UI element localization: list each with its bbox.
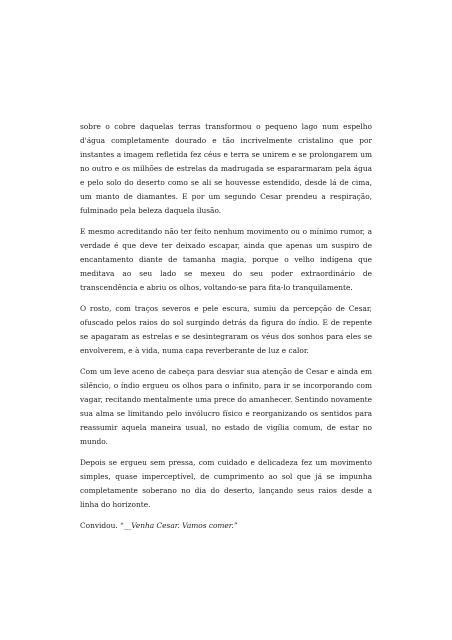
paragraph-1: sobre o cobre daquelas terras transformou o pequeno lago num espelho d'água completamente dourado e tão incrivelmente cristalino que por instantes a imagem refletida fez céus e terra se unirem e se prolongarem um no outro e os milhões de estrelas da madrugada se espararmaram pela água e pelo solo do deserto como se ali se houvesse estendido, desde lá de cima, um manto de diamantes. E por um segundo Cesar prendeu a respiração, fulminado pela beleza daquela ilusão.	[80, 122, 372, 215]
paragraph-2: E mesmo acreditando não ter feito nenhum movimento ou o mínimo rumor, a verdade é que deve ter deixado escapar, ainda que apenas um suspiro de encantamento diante de tamanha magia, porque o velho indígena que meditava ao seu lado se mexeu do seu poder extraordinário de transcendência e abriu os olhos, voltando-se para fita-lo tranquilamente.	[80, 227, 372, 292]
paragraph-3: O rosto, com traços severos e pele escura, sumiu da percepção de Cesar, ofuscado pelos raios do sol surgindo detrás da figura do índio. E de repente se apagaram as estrelas e se desintegraram os véus dos sonhos para eles se envolverem, e à vida, numa capa reverberante de luz e calor.	[80, 304, 372, 355]
body-text	[80, 120, 372, 540]
dialogue-quote: __Venha Cesar. Vamos comer.	[123, 521, 234, 530]
paragraph-6	[80, 519, 372, 533]
dialogue-intro: Convidou. “	[80, 521, 124, 530]
dialogue-close: ”	[233, 521, 238, 530]
paragraph-5: Depois se ergueu sem pressa, com cuidado e delicadeza fez um movimento simples, quase imperceptível, de cumprimento ao sol que já se impunha completamente soberano no dia do deserto, lançando seus raios desde a linha do horizonte.	[80, 458, 372, 509]
paragraph-4: Com um leve aceno de cabeça para desviar sua atenção de Cesar e ainda em silêncio, o índio ergueu os olhos para o infinito, para ir se incorporando com vagar, recitando mentalmente uma prece do amanhecer. Sentindo novamente sua alma se limitando pelo invólucro físico e reorganizando os sentidos para reassumir aquela maneira usual, no estado de vigília comum, de estar no mundo.	[80, 367, 372, 446]
